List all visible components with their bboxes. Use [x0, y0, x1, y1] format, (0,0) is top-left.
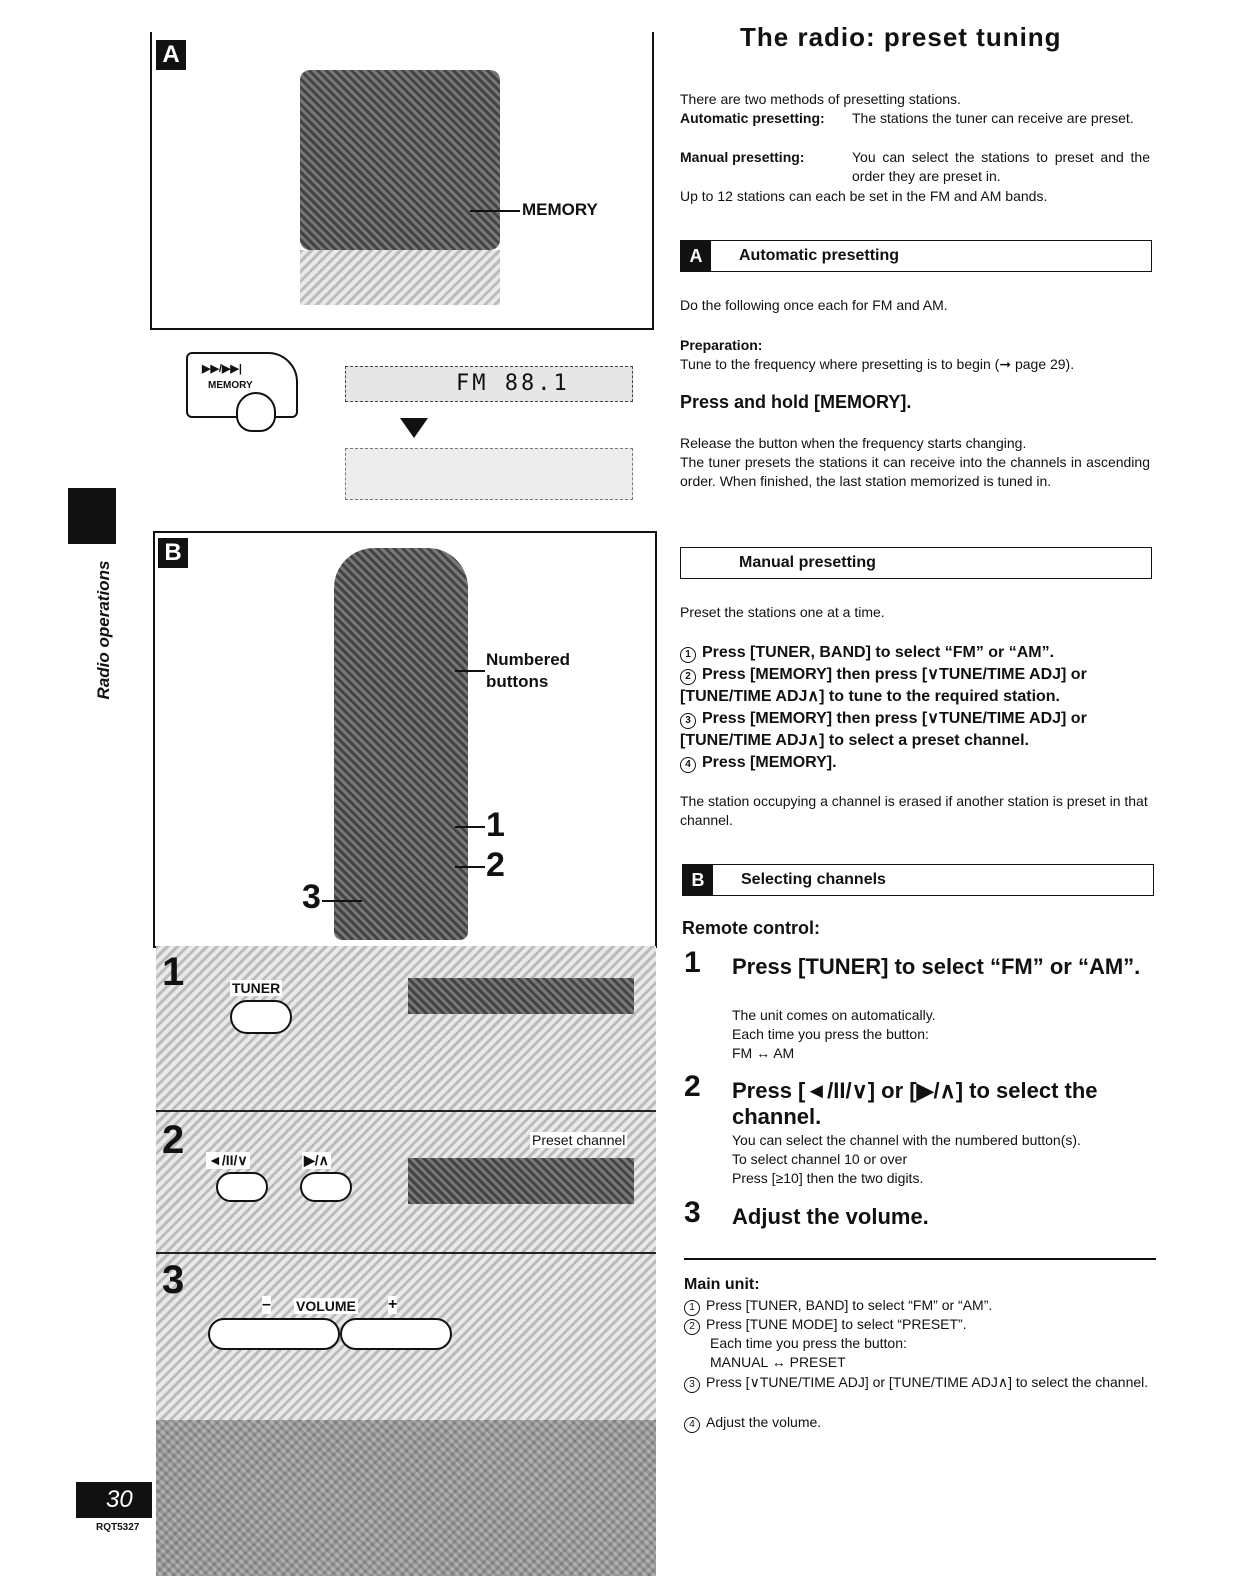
section-manual-header — [680, 547, 1152, 579]
section-manual-title: Manual presetting — [739, 554, 876, 571]
step1-display — [408, 978, 634, 1014]
numbered-callout-line1: Numbered — [486, 650, 571, 669]
intro-manual-desc: You can select the stations to preset and the order they are preset in. — [852, 149, 1150, 184]
circled-1-icon: 1 — [684, 1300, 700, 1316]
section-a-header — [680, 240, 1152, 272]
lcd-display-bottom — [345, 448, 633, 500]
lcd-display-top — [345, 366, 633, 402]
circled-3-icon: 3 — [684, 1377, 700, 1393]
main-unit-label: Main unit: — [684, 1276, 760, 1293]
lcd-display-top-text: FM 88.1 — [456, 371, 570, 396]
section-b-title: Selecting channels — [741, 871, 886, 888]
main-unit-step-3-text: Press [∨TUNE/TIME ADJ] or [TUNE/TIME ADJ∧] to select the channel. — [706, 1374, 1149, 1390]
main-unit-step-1 — [684, 1296, 1158, 1316]
volume-down-button-illustration — [208, 1318, 340, 1350]
step3-illustration-num: 3 — [162, 1258, 185, 1302]
step3-illustration-shadow — [156, 1420, 656, 1576]
section-b-header — [682, 864, 1154, 896]
hand-pointer-icon — [236, 392, 276, 432]
intro-line1: There are two methods of presetting stations. — [680, 91, 961, 107]
circled-3-icon: 3 — [680, 713, 696, 729]
intro-manual-term: Manual presetting: — [680, 149, 805, 165]
preset-channel-label: Preset channel — [532, 1132, 626, 1148]
page-title: The radio: preset tuning — [740, 22, 1062, 52]
figure-a-letter: A — [156, 40, 186, 70]
figure-b-letter: B — [158, 538, 188, 568]
section-a-instruction: Press and hold [MEMORY]. — [680, 392, 912, 412]
section-manual-note: The station occupying a channel is erased if another station is preset in that channel. — [680, 793, 1148, 828]
b-step2-d2: To select channel 10 or over — [732, 1151, 908, 1167]
callout-3-line — [322, 900, 362, 902]
main-unit-step-2-text: Press [TUNE MODE] to select “PRESET”. — [706, 1316, 967, 1332]
step2-right-button-label: ▶/∧ — [304, 1152, 329, 1168]
doc-code: RQT5327 — [96, 1522, 140, 1533]
step2-left-button-label: ◄/II/∨ — [208, 1152, 248, 1168]
memory-callout: MEMORY — [522, 200, 598, 219]
b-step1-d1: The unit comes on automatically. — [732, 1007, 936, 1023]
page-number: 30 — [106, 1486, 133, 1513]
section-a-letter: A — [681, 241, 711, 271]
section-a-title: Automatic presetting — [739, 247, 900, 264]
stereo-unit-illustration — [300, 70, 500, 250]
callout-1-line — [455, 826, 485, 828]
callout-3: 3 — [302, 878, 321, 916]
section-a-body1: Release the button when the frequency starts changing. — [680, 435, 1027, 451]
circled-4-icon: 4 — [684, 1417, 700, 1433]
circled-4-icon: 4 — [680, 757, 696, 773]
main-unit-divider — [684, 1258, 1156, 1260]
section-a-prep-text: Tune to the frequency where presetting is to begin (➞ page 29). — [680, 356, 1075, 372]
b-step1-d2: Each time you press the button: — [732, 1026, 929, 1042]
section-a-body2: The tuner presets the stations it can receive into the channels in ascending order. When finished, the last station memorized is tuned in. — [680, 454, 1150, 489]
main-unit-step-1-text: Press [TUNER, BAND] to select “FM” or “AM”. — [706, 1297, 993, 1313]
callout-1: 1 — [486, 806, 505, 844]
main-unit-step-2-sub2: MANUAL ↔ PRESET — [710, 1354, 846, 1370]
manual-step-3-text: Press [MEMORY] then press [∨TUNE/TIME ADJ] or [TUNE/TIME ADJ∧] to select a preset channel. — [680, 710, 1087, 749]
manual-step-3 — [680, 708, 1152, 752]
b-step1-title: Press [TUNER] to select “FM” or “AM”. — [732, 954, 1141, 979]
circled-2-icon: 2 — [684, 1319, 700, 1335]
remote-control-label: Remote control: — [682, 918, 821, 938]
section-a-prep-label: Preparation: — [680, 337, 763, 353]
b-step3-title: Adjust the volume. — [732, 1204, 929, 1229]
b-step3-num: 3 — [684, 1196, 701, 1229]
main-unit-step-2-sub1: Each time you press the button: — [710, 1335, 907, 1351]
volume-minus-label: – — [262, 1296, 271, 1313]
section-a-p1: Do the following once each for FM and AM. — [680, 297, 948, 313]
tuner-button-illustration — [230, 1000, 292, 1034]
main-unit-step-2 — [684, 1315, 1158, 1335]
volume-up-button-illustration — [340, 1318, 452, 1350]
memory-button-label: MEMORY — [208, 380, 253, 391]
step1-illustration — [156, 946, 656, 1110]
step1-illustration-num: 1 — [162, 950, 185, 994]
b-step2-title: Press [◄/II/∨] or [▶/∧] to select the channel. — [732, 1078, 1098, 1129]
callout-2-line — [455, 866, 485, 868]
manual-step-1 — [680, 642, 1152, 664]
manual-step-2-text: Press [MEMORY] then press [∨TUNE/TIME ADJ] or [TUNE/TIME ADJ∧] to tune to the required station. — [680, 666, 1087, 705]
manual-step-4-text: Press [MEMORY]. — [702, 754, 837, 771]
memory-button-top-label: ▶▶/▶▶| — [202, 363, 242, 375]
b-step2-d1: You can select the channel with the numbered button(s). — [732, 1132, 1081, 1148]
main-unit-step-3 — [684, 1373, 1158, 1393]
manual-step-4 — [680, 752, 1152, 774]
main-unit-step-4 — [684, 1413, 1158, 1433]
tuner-button-label: TUNER — [232, 980, 281, 996]
numbered-pointer-line — [455, 670, 485, 672]
main-unit-step-4-text: Adjust the volume. — [706, 1414, 822, 1430]
section-manual-p1: Preset the stations one at a time. — [680, 604, 885, 620]
b-step2-num: 2 — [684, 1070, 701, 1103]
step2-illustration-num: 2 — [162, 1118, 185, 1162]
section-b-letter: B — [683, 865, 713, 895]
circled-1-icon: 1 — [680, 647, 696, 663]
memory-pointer-line — [470, 210, 520, 212]
stereo-unit-base — [300, 250, 500, 305]
intro-auto-term: Automatic presetting: — [680, 110, 825, 126]
sidebar-label: Radio operations — [94, 560, 113, 700]
step2-right-button-illustration — [300, 1172, 352, 1202]
b-step1-num: 1 — [684, 946, 701, 979]
step2-left-button-illustration — [216, 1172, 268, 1202]
volume-plus-label: + — [388, 1296, 398, 1313]
manual-step-1-text: Press [TUNER, BAND] to select “FM” or “AM”. — [702, 644, 1055, 661]
circled-2-icon: 2 — [680, 669, 696, 685]
numbered-callout-line2: buttons — [486, 672, 549, 691]
b-step2-d3: Press [≥10] then the two digits. — [732, 1170, 924, 1186]
intro-line-last: Up to 12 stations can each be set in the FM and AM bands. — [680, 188, 1048, 204]
intro-auto-desc: The stations the tuner can receive are preset. — [852, 110, 1134, 126]
callout-2: 2 — [486, 846, 505, 884]
step2-display — [408, 1158, 634, 1204]
down-arrow-icon — [400, 418, 428, 438]
volume-label: VOLUME — [296, 1298, 356, 1314]
remote-control-illustration — [334, 548, 468, 940]
b-step1-d3: FM ↔ AM — [732, 1045, 795, 1061]
manual-step-2 — [680, 664, 1152, 708]
